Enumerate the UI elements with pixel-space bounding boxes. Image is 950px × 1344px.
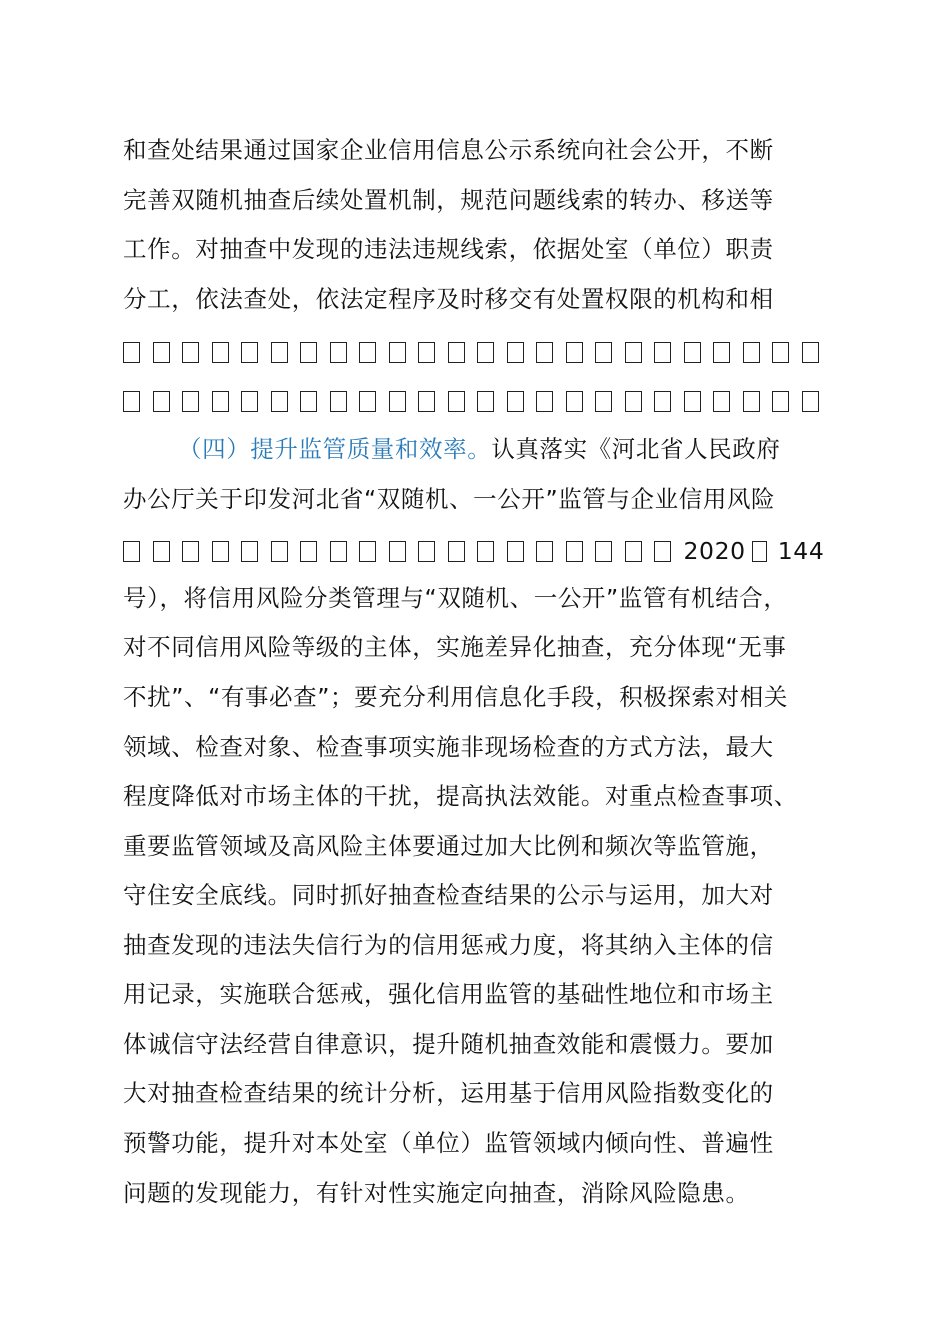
missing-glyph-box bbox=[684, 342, 701, 363]
missing-glyph-box bbox=[654, 391, 671, 412]
missing-glyph-box bbox=[477, 541, 494, 562]
body-line: 办公厅关于印发河北省“双随机、一公开”监管与企业信用风险 bbox=[123, 485, 776, 513]
missing-glyph-box bbox=[625, 541, 642, 562]
missing-glyph-box bbox=[359, 391, 376, 412]
missing-glyph-box bbox=[713, 391, 730, 412]
body-line: 抽查发现的违法失信行为的信用惩戒力度，将其纳入主体的信 bbox=[123, 931, 774, 959]
missing-glyph-box bbox=[595, 541, 612, 562]
missing-glyph-box bbox=[448, 541, 465, 562]
body-line: 用记录，实施联合惩戒，强化信用监管的基础性地位和市场主 bbox=[123, 980, 774, 1008]
body-line: 大对抽查检查结果的统计分析，运用基于信用风险指数变化的 bbox=[123, 1079, 774, 1107]
body-line: 对不同信用风险等级的主体，实施差异化抽查，充分体现“无事 bbox=[123, 633, 787, 661]
missing-glyph-box bbox=[123, 391, 140, 412]
missing-glyph-box bbox=[536, 342, 553, 363]
body-line: 预警功能，提升对本处室（单位）监管领域内倾向性、普遍性 bbox=[123, 1129, 774, 1157]
missing-glyph-box bbox=[418, 391, 435, 412]
body-line: 体诚信守法经营自律意识，提升随机抽查效能和震慑力。要加 bbox=[123, 1030, 774, 1058]
missing-glyph-box bbox=[123, 541, 140, 562]
missing-glyph-box bbox=[271, 342, 288, 363]
missing-glyph-box bbox=[182, 541, 199, 562]
missing-glyph-box bbox=[389, 391, 406, 412]
missing-glyph-box bbox=[212, 391, 229, 412]
missing-glyph-box bbox=[300, 342, 317, 363]
missing-glyph-box bbox=[507, 541, 524, 562]
missing-glyph-box bbox=[595, 342, 612, 363]
missing-glyph-box bbox=[713, 342, 730, 363]
missing-glyph-box bbox=[182, 391, 199, 412]
missing-glyph-box bbox=[654, 342, 671, 363]
missing-glyph-box bbox=[271, 391, 288, 412]
missing-glyph-box bbox=[241, 541, 258, 562]
missing-glyph-box bbox=[802, 342, 819, 363]
missing-glyph-box bbox=[418, 541, 435, 562]
missing-glyph-box bbox=[566, 541, 583, 562]
missing-glyph-box bbox=[212, 541, 229, 562]
missing-glyph-box bbox=[153, 391, 170, 412]
missing-glyph-box bbox=[330, 391, 347, 412]
missing-glyphs bbox=[123, 537, 684, 565]
missing-glyph-box bbox=[359, 342, 376, 363]
missing-glyph-box bbox=[153, 342, 170, 363]
missing-glyph-box bbox=[271, 541, 288, 562]
missing-glyph-line bbox=[123, 337, 831, 367]
body-text: 认真落实《河北省人民政府 bbox=[491, 435, 781, 463]
body-line: 号），将信用风险分类管理与“双随机、一公开”监管有机结合， bbox=[123, 584, 788, 612]
missing-glyph-box bbox=[477, 391, 494, 412]
missing-glyph-box bbox=[625, 342, 642, 363]
missing-glyph-box bbox=[566, 342, 583, 363]
missing-glyph-box bbox=[359, 541, 376, 562]
missing-glyph-box bbox=[752, 541, 767, 562]
missing-glyph-box bbox=[448, 391, 465, 412]
missing-glyph-box bbox=[418, 342, 435, 363]
missing-glyph-box bbox=[300, 541, 317, 562]
missing-glyph-box bbox=[153, 541, 170, 562]
document-number: 144 bbox=[777, 537, 825, 565]
missing-glyph-box bbox=[448, 342, 465, 363]
missing-glyph-box bbox=[507, 391, 524, 412]
section-heading: （四）提升监管质量和效率。 bbox=[178, 435, 492, 463]
document-year: 2020 bbox=[683, 537, 746, 565]
missing-glyph-box bbox=[241, 342, 258, 363]
missing-glyph-box bbox=[330, 541, 347, 562]
missing-glyph-box bbox=[389, 541, 406, 562]
missing-glyph-box bbox=[389, 342, 406, 363]
body-line: 领域、检查对象、检查事项实施非现场检查的方式方法，最大 bbox=[123, 733, 774, 761]
body-line: 不扰”、“有事必查”；要充分利用信息化手段，积极探索对相关 bbox=[123, 683, 788, 711]
missing-glyph-box bbox=[477, 342, 494, 363]
missing-glyph-box bbox=[300, 391, 317, 412]
missing-glyph-line bbox=[123, 386, 831, 416]
missing-glyph-box bbox=[772, 391, 789, 412]
missing-glyph-box bbox=[507, 342, 524, 363]
missing-glyph-box bbox=[743, 391, 760, 412]
body-line: 守住安全底线。同时抓好抽查检查结果的公示与运用，加大对 bbox=[123, 881, 774, 909]
missing-glyph-box bbox=[536, 391, 553, 412]
missing-glyph-box bbox=[182, 342, 199, 363]
missing-glyph-box bbox=[536, 541, 553, 562]
body-line: 程度降低对市场主体的干扰，提高执法效能。对重点检查事项、 bbox=[123, 782, 798, 810]
missing-glyph-box bbox=[625, 391, 642, 412]
missing-glyph-box bbox=[772, 342, 789, 363]
missing-glyph-box bbox=[241, 391, 258, 412]
missing-glyph-box bbox=[743, 342, 760, 363]
section-four-first-line bbox=[178, 434, 781, 464]
missing-glyph-line-with-number bbox=[123, 536, 824, 566]
body-line: 完善双随机抽查后续处置机制，规范问题线索的转办、移送等 bbox=[123, 186, 774, 214]
missing-glyph-box bbox=[654, 541, 671, 562]
missing-glyph-box bbox=[595, 391, 612, 412]
body-line: 和查处结果通过国家企业信用信息公示系统向社会公开，不断 bbox=[123, 136, 774, 164]
missing-glyph-box bbox=[330, 342, 347, 363]
missing-glyph-box bbox=[566, 391, 583, 412]
body-line: 问题的发现能力，有针对性实施定向抽查，消除风险隐患。 bbox=[123, 1179, 750, 1207]
missing-glyph-box bbox=[684, 391, 701, 412]
body-line: 分工，依法查处，依法定程序及时移交有处置权限的机构和相 bbox=[123, 285, 774, 313]
missing-glyph-box bbox=[802, 391, 819, 412]
body-line: 工作。对抽查中发现的违法违规线索，依据处室（单位）职责 bbox=[123, 235, 774, 263]
body-line: 重要监管领域及高风险主体要通过加大比例和频次等监管施， bbox=[123, 832, 774, 860]
missing-glyph-box bbox=[212, 342, 229, 363]
missing-glyph-box bbox=[123, 342, 140, 363]
